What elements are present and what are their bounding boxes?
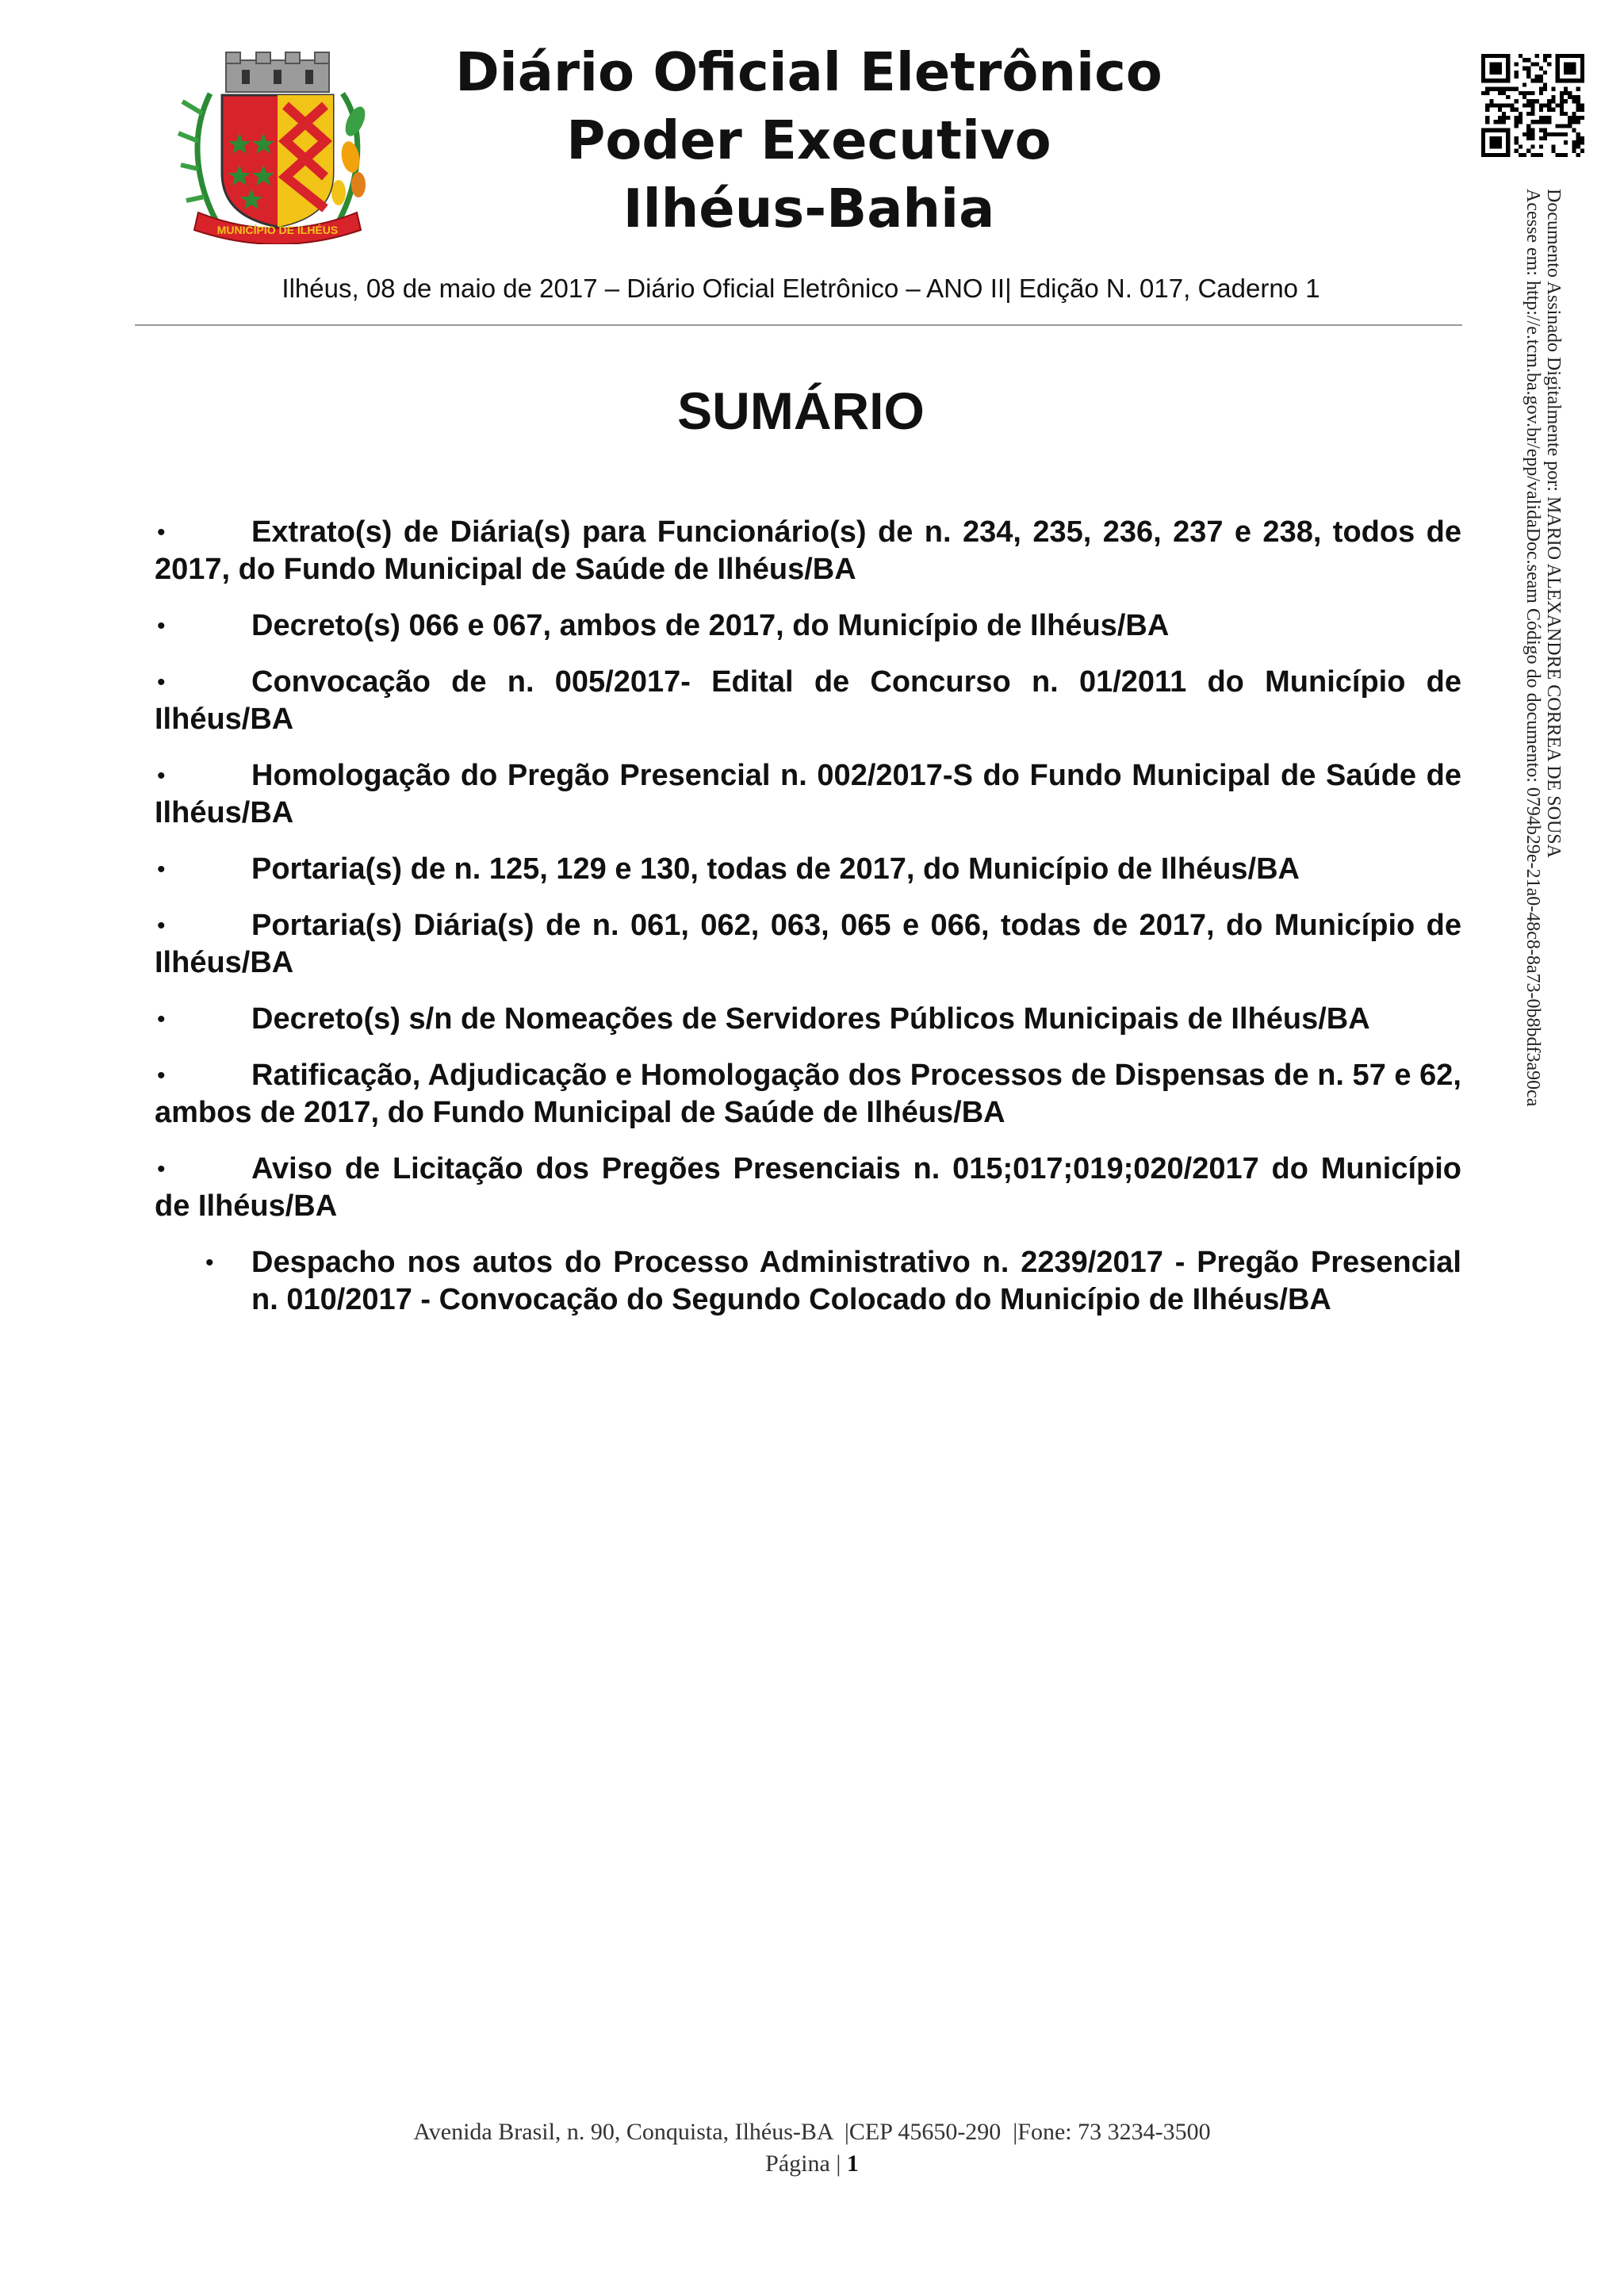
- bullet: •: [157, 669, 166, 695]
- summary-item-8: [155, 1057, 1461, 1132]
- signature-line-1: Documento Assinado Digitalmente por: MARIO ALEXANDRE CORREA DE SOUSA: [1543, 189, 1564, 858]
- summary-item-text: Decreto(s) 066 e 067, ambos de 2017, do Município de Ilhéus/BA: [251, 609, 1170, 642]
- summary-item-1: [155, 514, 1461, 588]
- summary-item-6: [155, 907, 1461, 982]
- summary-item-7: [155, 1001, 1461, 1038]
- summary-item-5: [155, 851, 1461, 888]
- crest-ribbon-text: MUNICÍPIO DE ILHÉUS: [216, 224, 339, 236]
- summary-item-9: [155, 1151, 1461, 1225]
- summary-item-text: Despacho nos autos do Processo Administrativo n. 2239/2017 - Pregão Presencial n. 010/2017 - Convocação do Segundo Colocado do Município de Ilhéus/BA: [251, 1246, 1461, 1316]
- bullet: •: [157, 1006, 166, 1032]
- footer-address: Avenida Brasil, n. 90, Conquista, Ilhéus-BA |CEP 45650-290 |Fone: 73 3234-3500: [413, 2119, 1211, 2145]
- page-title: [396, 38, 1221, 243]
- title-line-1: Diário Oficial Eletrônico: [455, 41, 1162, 103]
- edition-line: Ilhéus, 08 de maio de 2017 – Diário Oficial Eletrônico – ANO II| Edição N. 017, Caderno 1: [282, 274, 1320, 303]
- qr-code-icon[interactable]: [1481, 54, 1584, 157]
- title-line-2: Poder Executivo: [566, 109, 1051, 171]
- summary-item-4: [155, 757, 1461, 832]
- municipal-crest-icon: [174, 46, 381, 244]
- bullet: •: [157, 1156, 166, 1182]
- summary-item-text: Aviso de Licitação dos Pregões Presenciais n. 015;017;019;020/2017 do Município de Ilhéus/BA: [155, 1152, 1461, 1223]
- summary-list: [155, 514, 1461, 1338]
- footer-page: [0, 2150, 1624, 2177]
- summary-item-text: Portaria(s) Diária(s) de n. 061, 062, 063, 065 e 066, todas de 2017, do Município de Ilhéus/BA: [155, 909, 1461, 979]
- header-divider: [135, 324, 1462, 326]
- summary-item-2: [155, 607, 1461, 645]
- bullet: •: [157, 856, 166, 883]
- summary-item-3: [155, 664, 1461, 738]
- digital-signature-stamp: [1524, 189, 1564, 1243]
- page-label: Página |: [765, 2150, 847, 2177]
- bullet: •: [157, 913, 166, 939]
- summary-item-text: Ratificação, Adjudicação e Homologação dos Processos de Dispensas de n. 57 e 62, ambos de 2017, do Fundo Municipal de Saúde de Ilhéus/BA: [155, 1059, 1461, 1129]
- bullet: •: [157, 613, 166, 639]
- summary-item-text: Extrato(s) de Diária(s) para Funcionário(s) de n. 234, 235, 236, 237 e 238, todos de 2017, do Fundo Municipal de Saúde de Ilhéus/BA: [155, 515, 1461, 586]
- bullet: •: [157, 763, 166, 789]
- title-line-3: Ilhéus-Bahia: [622, 178, 995, 239]
- summary-item-text: Portaria(s) de n. 125, 129 e 130, todas de 2017, do Município de Ilhéus/BA: [251, 852, 1300, 886]
- summary-title: SUMÁRIO: [677, 381, 925, 440]
- summary-item-text: Convocação de n. 005/2017- Edital de Concurso n. 01/2011 do Município de Ilhéus/BA: [155, 665, 1461, 736]
- page-number: 1: [846, 2150, 859, 2177]
- summary-item-text: Homologação do Pregão Presencial n. 002/2017-S do Fundo Municipal de Saúde de Ilhéus/BA: [155, 759, 1461, 829]
- summary-item-10: [155, 1244, 1461, 1319]
- summary-item-text: Decreto(s) s/n de Nomeações de Servidores Públicos Municipais de Ilhéus/BA: [251, 1002, 1370, 1036]
- bullet: •: [157, 519, 166, 546]
- bullet: •: [157, 1063, 166, 1089]
- signature-line-2: Acesse em: http://e.tcm.ba.gov.br/epp/validaDoc.seam Código do documento: 0794b29e-21a0-48c8-8a73-0b8bdf3a90ca: [1522, 189, 1543, 1107]
- bullet: •: [205, 1250, 214, 1276]
